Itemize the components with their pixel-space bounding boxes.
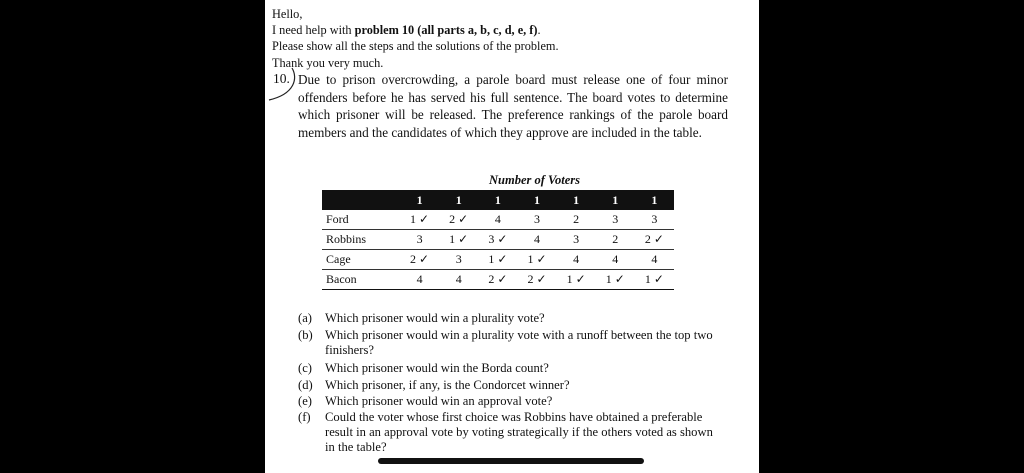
header-cell: 1 (517, 190, 556, 210)
table-row (322, 230, 674, 250)
table-cell: 3 (557, 230, 596, 250)
question-text: Which prisoner would win a plurality vote with a runoff between the top two finishers? (325, 328, 713, 357)
table-cell: 4 (635, 250, 674, 270)
table-cell: 4 (596, 250, 635, 270)
candidate-name: Cage (322, 250, 400, 270)
question-text: Which prisoner would win a plurality vote? (325, 311, 545, 325)
table-cell: 1 ✓ (596, 270, 635, 290)
question-text: Could the voter whose first choice was Robbins have obtained a preferable result in an approval vote by voting strategically if the others voted as shown in the table? (325, 410, 713, 454)
table-caption: Number of Voters (489, 173, 580, 187)
header-cell: 1 (439, 190, 478, 210)
table-cell: 1 ✓ (439, 230, 478, 250)
header-cell: 1 (557, 190, 596, 210)
table-cell: 4 (478, 210, 517, 230)
table-cell: 2 ✓ (439, 210, 478, 230)
table-cell: 3 (596, 210, 635, 230)
table-cell: 1 ✓ (635, 270, 674, 290)
candidate-name: Ford (322, 210, 400, 230)
table-cell: 3 (635, 210, 674, 230)
request-line: I need help with problem 10 (all parts a, b, c, d, e, f). (272, 23, 541, 38)
table-row (322, 210, 674, 230)
question-text: Which prisoner, if any, is the Condorcet winner? (325, 378, 570, 392)
table-cell: 3 (400, 230, 439, 250)
table-cell: 4 (517, 230, 556, 250)
question-text: Which prisoner would win the Borda count? (325, 361, 549, 375)
header-cell: 1 (400, 190, 439, 210)
problem-reference: problem 10 (all parts a, b, c, d, e, f) (354, 23, 538, 38)
table-cell: 1 ✓ (557, 270, 596, 290)
table-cell: 4 (557, 250, 596, 270)
table-cell: 1 ✓ (517, 250, 556, 270)
question-label: (e) (298, 394, 312, 408)
candidate-name: Bacon (322, 270, 400, 290)
question-label: (f) (298, 410, 311, 424)
question-label: (b) (298, 328, 313, 342)
table-cell: 2 (596, 230, 635, 250)
preference-table (322, 190, 674, 290)
table-cell: 4 (400, 270, 439, 290)
table-row (322, 250, 674, 270)
document-page (265, 0, 759, 473)
greeting: Hello, (272, 7, 303, 21)
request-message (272, 6, 559, 71)
home-indicator-bar[interactable] (378, 458, 644, 464)
table-cell: 1 ✓ (478, 250, 517, 270)
problem-number: 10. (273, 71, 290, 86)
table-cell: 2 ✓ (478, 270, 517, 290)
table-cell: 3 ✓ (478, 230, 517, 250)
candidate-name: Robbins (322, 230, 400, 250)
table-header-row (322, 190, 674, 210)
table-cell: 4 (439, 270, 478, 290)
question-text: Which prisoner would win an approval vote? (325, 394, 553, 408)
table-cell: 2 ✓ (400, 250, 439, 270)
table-cell: 3 (517, 210, 556, 230)
problem-text: Due to prison overcrowding, a parole board must release one of four minor offenders before he has served his full sentence. The board votes to determine which prisoner will be released. The preference rankings of the parole board members and the candidates of which they approve are included in the table. (298, 72, 728, 140)
table-cell: 1 ✓ (400, 210, 439, 230)
header-cell: 1 (635, 190, 674, 210)
table-row (322, 270, 674, 290)
question-label: (a) (298, 311, 312, 325)
header-cell: 1 (478, 190, 517, 210)
question-label: (c) (298, 361, 312, 375)
instructions-line: Please show all the steps and the solutions of the problem. (272, 39, 559, 54)
table-cell: 3 (439, 250, 478, 270)
question-label: (d) (298, 378, 313, 392)
table-cell: 2 ✓ (517, 270, 556, 290)
table-cell: 2 ✓ (635, 230, 674, 250)
table-cell: 2 (557, 210, 596, 230)
header-corner (322, 190, 400, 210)
thanks-line: Thank you very much. (272, 55, 384, 70)
header-cell: 1 (596, 190, 635, 210)
